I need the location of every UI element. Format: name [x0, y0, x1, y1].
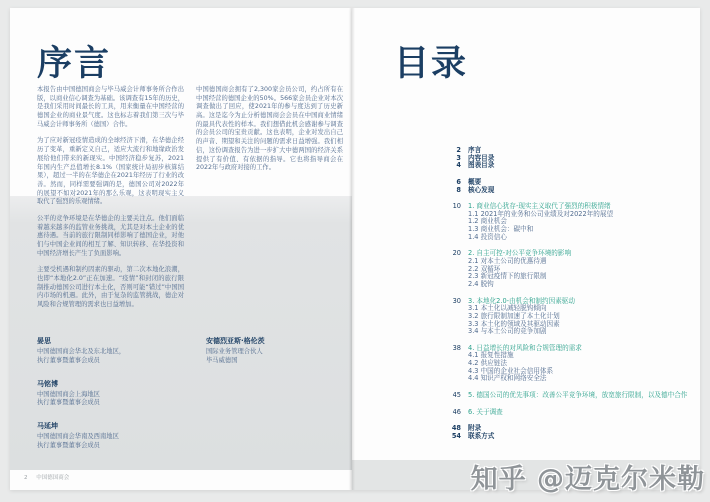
signatory-role: 中国德国商会华南及西南地区: [37, 433, 119, 441]
signatory-role: 执行董事暨董事会成员: [37, 399, 100, 407]
signatory-role: 执行董事暨董事会成员: [37, 356, 100, 364]
toc-label: 附录: [468, 424, 482, 433]
toc-title: 目录: [394, 44, 469, 84]
toc-label: 图表目录: [468, 161, 495, 170]
signatory-block: [37, 379, 207, 409]
signatory-role: 执行董事暨董事会成员: [37, 442, 100, 450]
toc-label: 1. 商业信心犹存-现实主义取代了强烈的积极情绪: [468, 202, 611, 211]
toc-label: 4.3 中国的企业社会信用体系: [468, 366, 554, 375]
toc-label: 3.1 本土化以减轻脱钩倾向: [468, 304, 547, 313]
signatory-name: 马延坤: [37, 422, 58, 431]
paragraph: 公平的竞争环境是在华德企的主要关注点。他们面临着越来越多的监管业务挑战，尤其是对本土企业的优惠待遇。当前的旅行限制同样影响了德国企业，对他们与中国企业间的相互了解、知识转移、在华投资和中国经济增长产生了负面影响。: [37, 214, 184, 257]
toc-label: 4.2 供应链法: [468, 359, 507, 368]
toc-row: [446, 433, 692, 441]
toc-label: 2.2 双循环: [468, 264, 501, 273]
toc-page-number: 46: [452, 407, 461, 416]
toc-label: 序言: [468, 146, 482, 154]
signatory-name: 安德烈亚斯·格伦茨: [206, 337, 265, 345]
toc-page-number: 8: [456, 185, 461, 194]
paragraph: 主要受机遇和制约因素的驱动，第二次本地化浪潮，也即“本地化2.0”正在加速。“疫情”和封闭的旅行限制推动德国公司进行本土化，否则可能“错过”中国国内市场的机遇。此外，由于复杂的监管挑战，德企对风险和合规管理的需求也日益增加。: [37, 266, 184, 309]
toc-list: [446, 147, 692, 441]
toc-row: [446, 328, 692, 336]
toc-row: [446, 281, 692, 289]
preface-body: [37, 86, 343, 318]
preface-title: 序言: [37, 44, 112, 84]
toc-row: [446, 392, 692, 400]
toc-page-number: 6: [456, 177, 461, 186]
left-page: [10, 8, 352, 490]
signatory-name: 晏思: [37, 337, 51, 345]
page-gutter-shadow: [349, 8, 355, 490]
zhihu-watermark: 知乎 @迈克尔米勒: [470, 464, 705, 495]
preface-column-2: [196, 86, 343, 318]
right-page: [352, 8, 700, 490]
toc-page-number: 4: [456, 161, 461, 170]
toc-label: 5. 德国公司的优先事项：改善公平竞争环境，放宽旅行限制，以及德中合作: [468, 391, 688, 400]
toc-label: 4. 日益增长的对风险和合规管理的需求: [468, 343, 582, 352]
preface-column-1: [37, 86, 184, 318]
toc-label: 2.4 脱钩: [468, 279, 494, 288]
signatories: [37, 336, 207, 464]
toc-label: 3. 本地化2.0-由机会和制约因素驱动: [468, 296, 575, 305]
paragraph: 本报告由中国德国商会与毕马威会计师事务所合作出版，以商业信心调查为基础。该调查有15年的历史，是我们采用时间最长的工具，用来衡量在中国经营的德国企业的商业景气度。这也标志着我们第三次与毕马威会计师事务所（德国）合作。: [37, 86, 184, 128]
toc-label: 3.3 本土化的领域及其驱动因素: [468, 319, 560, 328]
toc-label: 3.4 与本土公司的竞争加剧: [468, 327, 547, 336]
footer-page-number: 2: [24, 475, 28, 481]
toc-page-number: 48: [451, 424, 461, 433]
signatory-block: [37, 336, 207, 366]
signatory-block: [37, 421, 207, 451]
toc-label: 4.4 知识产权和网络安全法: [468, 374, 547, 383]
signatory-org: 毕马威德国: [206, 356, 238, 364]
toc-page-number: 20: [452, 249, 461, 258]
toc-label: 1.2 商业机会: [468, 217, 507, 226]
toc-label: 3.2 旅行限制加速了本土化计划: [468, 311, 560, 320]
toc-row: [446, 234, 692, 242]
toc-page-number: 3: [456, 153, 461, 162]
signatory-role: 国际业务管理合伙人: [206, 348, 263, 355]
paragraph: 中国德国商会拥有了2,300家会员公司，约占所有在中国经营的德国企业的50%。566家会员企业对本次调查做出了回应，使2021年的参与度达到了历史新高。这是迄今为止分析德国商会会员在中国商业情绪的最具代表性的样本。我们想借此机会感谢参与调查的会员公司的宝贵贡献。这也表明，企业对发出自己的声音、期望和关注的问题的需求日益增强。我们相信，这份调查报告为进一步扩大中德两国的经济关系提供了有价值、有依据的指导。它也将指导商会在2022年与政府对接的工作。: [196, 86, 343, 172]
toc-page-number: 2: [456, 146, 461, 154]
toc-label: 核心发现: [468, 185, 495, 194]
toc-label: 6. 关于调查: [468, 407, 503, 416]
footer-chamber-name: 中国德国商会: [36, 475, 70, 481]
toc-row: [446, 187, 692, 195]
toc-page-number: 54: [451, 431, 461, 440]
paragraph: 为了应对新冠疫情造成的全球经济下滑，在华德企经历了变革，重新定义自己，适应大流行和地缘政治发展给他们带来的新现实。中国经济稳步复苏，2021年国内生产总值增长8.1%（国家统计局初步核算结果），超过一半的在华德企在2021年经历了行业的改善。然而，同样需要强调的是，德国公司对2022年的展望不如对2021年的那么乐观，这表明现实主义取代了强烈的乐观情绪。: [37, 137, 184, 206]
toc-label: 2.3 新冠疫情下的旅行限制: [468, 272, 547, 281]
toc-label: 1.4 投资信心: [468, 232, 507, 241]
toc-label: 1.1 2021年的业务和公司业绩及对2022年的展望: [468, 209, 614, 218]
toc-label: 概要: [468, 177, 482, 186]
toc-page-number: 10: [452, 202, 461, 211]
signatory-name: 马铭博: [37, 379, 58, 388]
toc-page-number: 45: [452, 391, 461, 400]
toc-label: 联系方式: [468, 431, 495, 440]
signatory-role: 中国德国商会华北及东北地区，: [37, 348, 126, 355]
toc-page-number: 38: [452, 343, 461, 352]
toc-row: [446, 375, 692, 383]
toc-label: 4.1 报复性措施: [468, 351, 514, 360]
toc-page-number: 30: [452, 296, 461, 305]
toc-label: 1.3 商业机会：碳中和: [468, 225, 534, 234]
toc-row: [446, 409, 692, 417]
toc-row: [446, 162, 692, 170]
signatory-role: 中国德国商会上海地区: [37, 390, 100, 398]
toc-label: 内容目录: [468, 153, 495, 162]
toc-label: 2.1 对本土公司的优惠待遇: [468, 257, 547, 266]
page-footer: [24, 473, 69, 481]
toc-label: 2. 自主可控-对公平竞争环境的影响: [468, 249, 572, 258]
kpmg-signatory: [206, 336, 336, 366]
